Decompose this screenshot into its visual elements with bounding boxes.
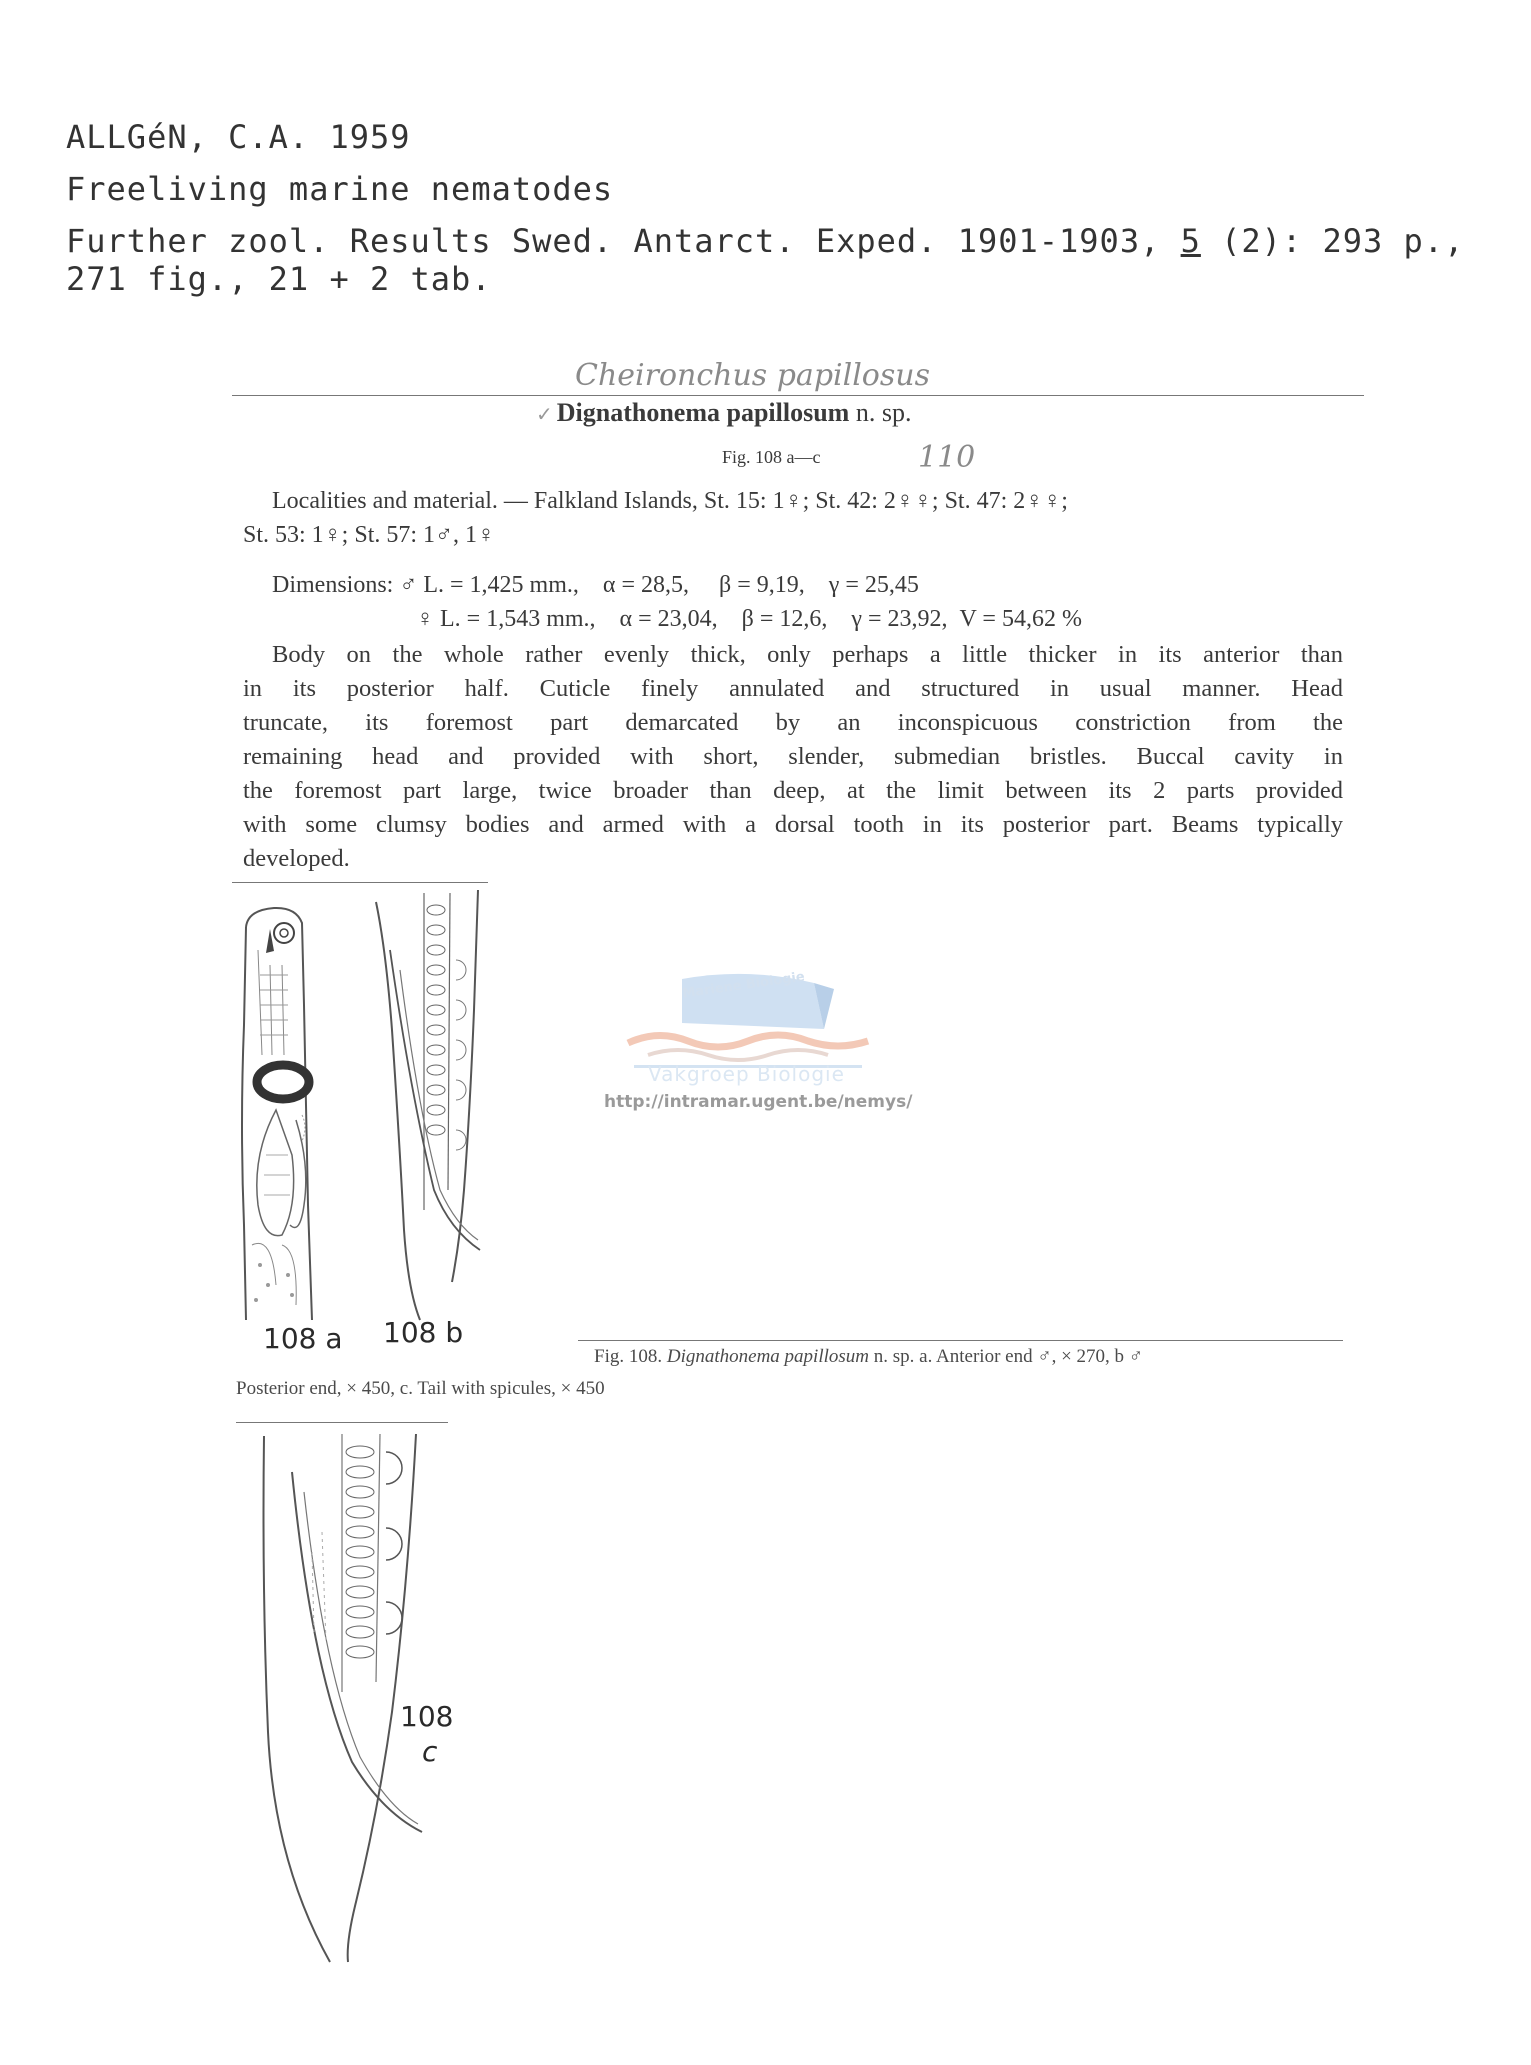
caption-prefix: Fig. 108.	[594, 1346, 667, 1367]
journal-prefix: Further zool. Results Swed. Antarct. Exped. 1901-1903,	[66, 222, 1181, 260]
figure-108c-label-number: 108	[400, 1700, 454, 1733]
handwritten-species-name: Cheironchus papillosus	[575, 358, 930, 393]
watermark-logo	[618, 945, 878, 1075]
journal-suffix: (2): 293 p.,	[1200, 222, 1465, 260]
dimensions-label: Dimensions:	[272, 572, 400, 598]
caption-rule	[578, 1340, 1343, 1341]
caption-rest: n. sp. a. Anterior end ♂, × 270, b ♂	[869, 1346, 1144, 1367]
description-line: truncate, its foremost part demarcated by an inconspicuous constriction from the	[243, 709, 1343, 736]
dimensions-male-values: ♂ L. = 1,425 mm., α = 28,5, β = 9,19, γ = 25,45	[399, 572, 919, 598]
species-heading	[536, 398, 911, 428]
figure-c-top-rule	[236, 1422, 448, 1423]
dimensions-male	[272, 572, 919, 599]
figure-reference: Fig. 108 a—c	[722, 447, 821, 467]
figure-108a-drawing	[232, 905, 362, 1325]
figure-caption-line2: Posterior end, × 450, c. Tail with spicules, × 450	[236, 1378, 605, 1399]
description-line: developed.	[243, 845, 350, 872]
species-title: Dignathonema papillosum	[556, 398, 850, 427]
figure-top-rule	[232, 882, 488, 883]
figure-108b-drawing	[370, 890, 490, 1330]
caption-species: Dignathonema papillosum	[666, 1346, 869, 1367]
reference-journal-line2: 271 fig., 21 + 2 tab.	[66, 260, 492, 298]
watermark-arc-text: Mariene Biologie	[681, 969, 806, 1002]
description-line: the foremost part large, twice broader than deep, at the limit between its 2 parts provided	[243, 777, 1343, 804]
check-mark-icon: ✓	[536, 404, 553, 426]
dimensions-female: ♀ L. = 1,543 mm., α = 23,04, β = 12,6, γ = 23,92, V = 54,62 %	[416, 606, 1082, 632]
localities-line2: St. 53: 1♀; St. 57: 1♂, 1♀	[243, 522, 496, 548]
handwritten-number: 110	[918, 440, 976, 475]
description-body	[243, 638, 1343, 876]
reference-title: Freeliving marine nematodes	[66, 170, 614, 208]
figure-108a-label: 108 a	[263, 1322, 343, 1355]
figure-108b-label: 108 b	[383, 1316, 464, 1349]
reference-author-year: ALLGéN, C.A. 1959	[66, 118, 411, 156]
description-line: in its posterior half. Cuticle finely annulated and structured in usual manner. Head	[243, 675, 1343, 702]
watermark-group-text: Vakgroep Biologie	[648, 1062, 845, 1086]
species-suffix: n. sp.	[849, 398, 912, 427]
figure-108c-label-letter: c	[422, 1735, 438, 1768]
watermark-url: http://intramar.ugent.be/nemys/	[604, 1092, 913, 1112]
description-line: Body on the whole rather evenly thick, only perhaps a little thicker in its anterior than	[272, 641, 1343, 668]
figure-caption-line1	[594, 1346, 1143, 1368]
header-rule	[232, 395, 1364, 396]
journal-volume: 5	[1180, 222, 1201, 260]
reference-journal-line1	[66, 222, 1464, 260]
localities-line1: Localities and material. — Falkland Islands, St. 15: 1♀; St. 42: 2♀♀; St. 47: 2♀♀;	[272, 488, 1068, 514]
description-line: with some clumsy bodies and armed with a dorsal tooth in its posterior part. Beams typically	[243, 811, 1343, 838]
description-line: remaining head and provided with short, slender, submedian bristles. Buccal cavity in	[243, 743, 1343, 770]
